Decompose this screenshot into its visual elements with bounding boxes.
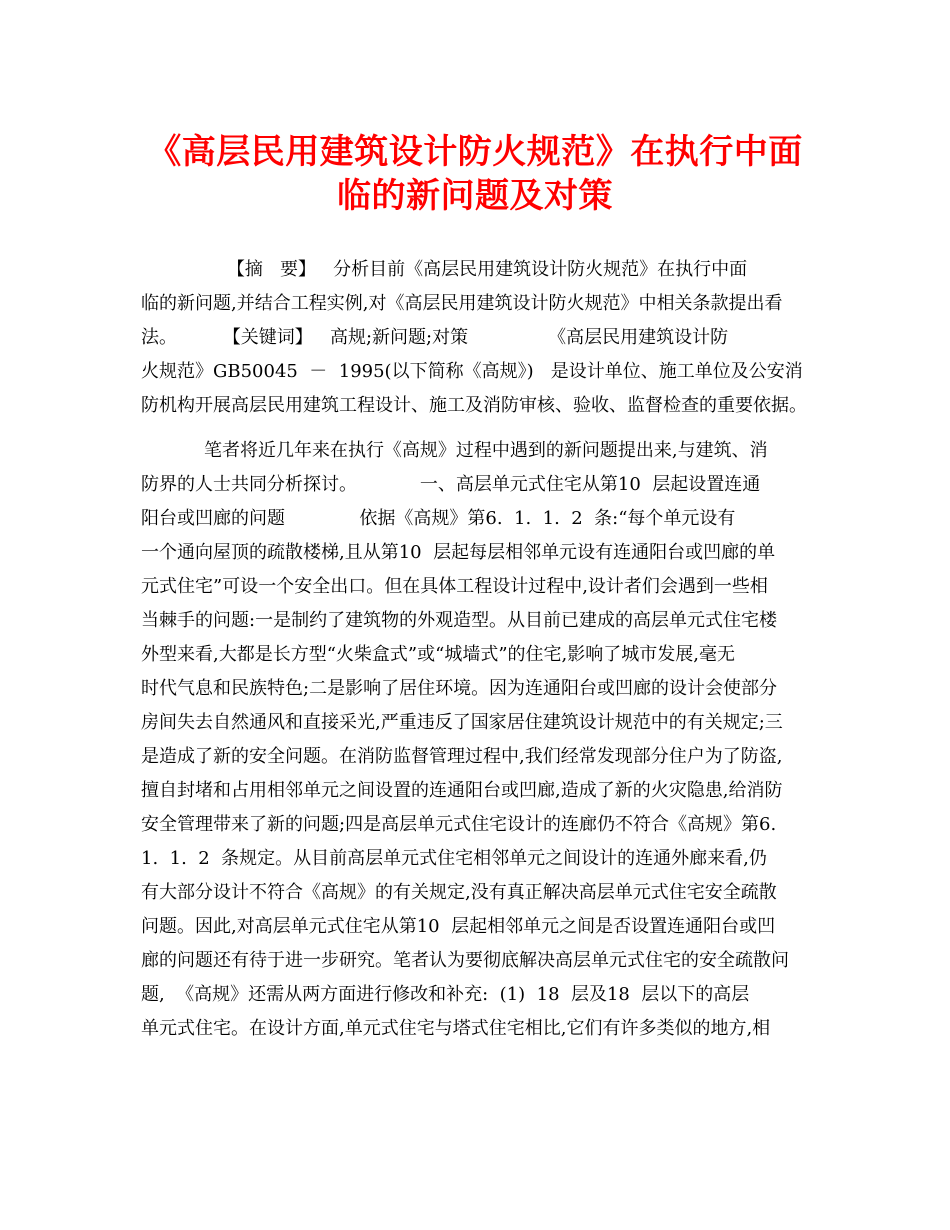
body-line: 安全管理带来了新的问题;四是高层单元式住宅设计的连廊仍不符合《高规》第6. bbox=[141, 814, 777, 835]
body-line: 阳台或凹廊的问题 依据《高规》第6. 1. 1. 2 条:“每个单元设有 bbox=[141, 508, 736, 529]
body-line: 时代气息和民族特色;二是影响了居住环境。因为连通阳台或凹廊的设计会使部分 bbox=[141, 678, 778, 699]
document-title-line-1: 《高层民用建筑设计防火规范》在执行中面 bbox=[147, 132, 803, 172]
body-line: 单元式住宅。在设计方面,单元式住宅与塔式住宅相比,它们有许多类似的地方,相 bbox=[141, 1018, 771, 1039]
body-line: 房间失去自然通风和直接采光,严重违反了国家居住建筑设计规范中的有关规定;三 bbox=[141, 712, 783, 733]
body-line: 外型来看,大都是长方型“火柴盒式”或“城墙式”的住宅,影响了城市发展,毫无 bbox=[141, 644, 735, 665]
body-line: 题, 《高规》还需从两方面进行修改和补充: (1) 18 层及18 层以下的高层 bbox=[141, 984, 750, 1005]
body-line: 元式住宅”可设一个安全出口。但在具体工程设计过程中,设计者们会遇到一些相 bbox=[141, 576, 768, 597]
body-line: 笔者将近几年来在执行《高规》过程中遇到的新问题提出来,与建筑、消 bbox=[141, 440, 768, 461]
body-line: 1. 1. 2 条规定。从目前高层单元式住宅相邻单元之间设计的连通外廊来看,仍 bbox=[141, 848, 767, 869]
body-line: 火规范》GB50045 － 1995(以下简称《高规》) 是设计单位、施工单位及公安消 bbox=[141, 361, 803, 382]
body-line: 当棘手的问题:一是制约了建筑物的外观造型。从目前已建成的高层单元式住宅楼 bbox=[141, 610, 778, 631]
document-title-line-2: 临的新问题及对策 bbox=[337, 176, 613, 216]
body-line: 是造成了新的安全问题。在消防监督管理过程中,我们经常发现部分住户为了防盗, bbox=[141, 746, 783, 767]
body-line: 一个通向屋顶的疏散楼梯,且从第10 层起每层相邻单元设有连通阳台或凹廊的单 bbox=[141, 542, 776, 563]
body-line: 防界的人士共同分析探讨。 一、高层单元式住宅从第10 层起设置连通 bbox=[141, 474, 761, 495]
keywords-line: 法。 【关键词】 高规;新问题;对策 《高层民用建筑设计防 bbox=[141, 327, 729, 348]
body-line: 廊的问题还有待于进一步研究。笔者认为要彻底解决高层单元式住宅的安全疏散问 bbox=[141, 950, 789, 971]
body-line: 擅自封堵和占用相邻单元之间设置的连通阳台或凹廊,造成了新的火灾隐患,给消防 bbox=[141, 780, 783, 801]
body-line: 有大部分设计不符合《高规》的有关规定,没有真正解决高层单元式住宅安全疏散 bbox=[141, 882, 777, 903]
abstract-line: 临的新问题,并结合工程实例,对《高层民用建筑设计防火规范》中相关条款提出看 bbox=[141, 293, 783, 314]
body-line: 问题。因此,对高层单元式住宅从第10 层起相邻单元之间是否设置连通阳台或凹 bbox=[141, 916, 776, 937]
abstract-line: 【摘 要】 分析目前《高层民用建筑设计防火规范》在执行中面 bbox=[141, 259, 748, 280]
body-line: 防机构开展高层民用建筑工程设计、施工及消防审核、验收、监督检查的重要依据。 bbox=[141, 395, 807, 416]
